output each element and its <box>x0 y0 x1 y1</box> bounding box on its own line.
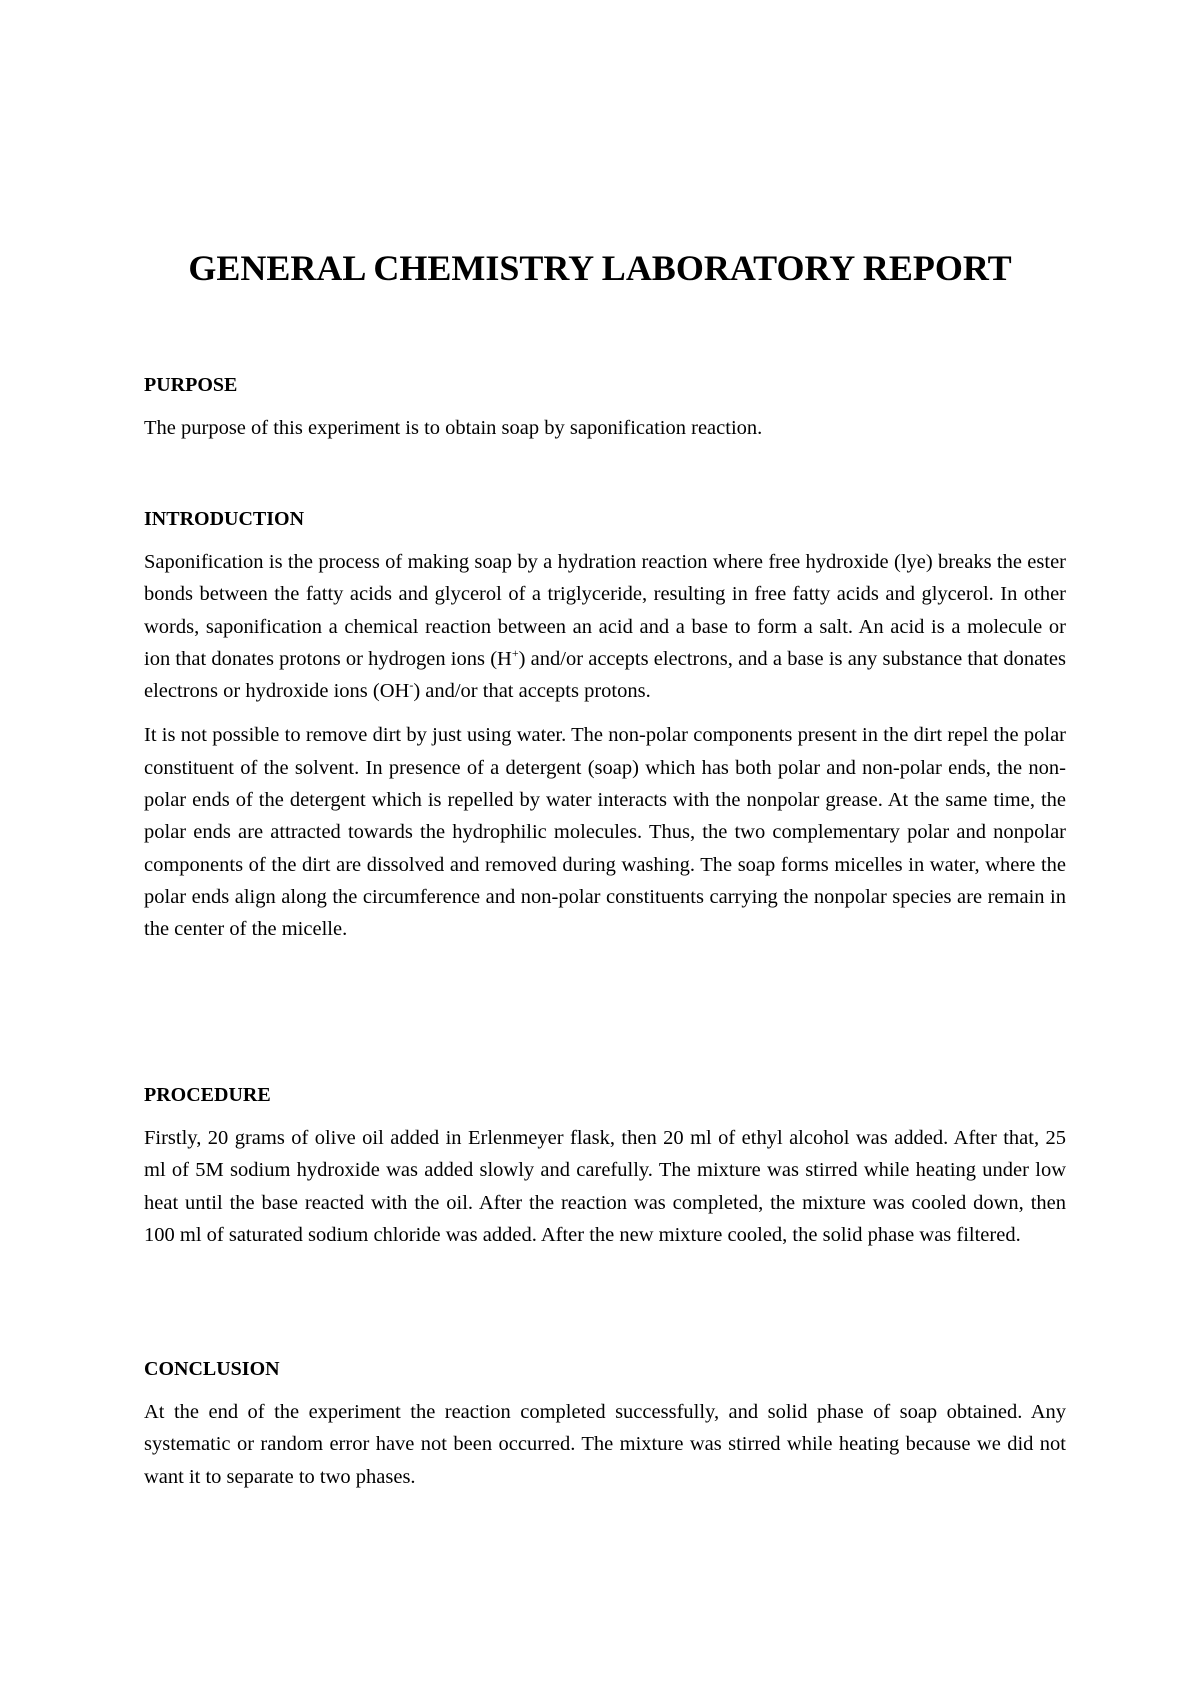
introduction-paragraph-1 <box>144 546 1066 707</box>
conclusion-section <box>144 1356 1066 1493</box>
procedure-text: Firstly, 20 grams of olive oil added in Erlenmeyer flask, then 20 ml of ethyl alcohol was added. After that, 25 ml of 5M sodium hydroxide was added slowly and carefully. The mixture was stirred while heating under low heat until the base reacted with the oil. After the reaction was completed, the mixture was cooled down, then 100 ml of saturated sodium chloride was added. After the new mixture cooled, the solid phase was filtered. <box>144 1127 1066 1246</box>
procedure-section <box>144 1082 1066 1251</box>
report-title: GENERAL CHEMISTRY LABORATORY REPORT <box>188 248 1012 288</box>
purpose-section <box>144 372 1066 444</box>
procedure-heading: PROCEDURE <box>144 1084 271 1106</box>
purpose-heading: PURPOSE <box>144 374 238 396</box>
intro-p1-text-3: ) and/or that accepts protons. <box>413 680 651 703</box>
hydroxide-ion-charge: - <box>409 678 414 693</box>
hydrogen-ion-charge: + <box>511 646 519 661</box>
intro-p1-text-2: ) and/or accepts electrons, and a base is any substance that donates electrons or hydroxide ions (OH <box>144 647 1066 703</box>
purpose-text: The purpose of this experiment is to obtain soap by saponification reaction. <box>144 417 763 439</box>
introduction-section <box>144 506 1066 946</box>
introduction-paragraph-2: It is not possible to remove dirt by just using water. The non-polar components present in the dirt repel the polar constituent of the solvent. In presence of a detergent (soap) which has both polar and non-polar ends, the non-polar ends of the detergent which is repelled by water interacts with the nonpolar grease. At the same time, the polar ends are attracted towards the hydrophilic molecules. Thus, the two complementary polar and nonpolar components of the dirt are dissolved and removed during washing. The soap forms micelles in water, where the polar ends align along the circumference and non-polar constituents carrying the nonpolar species are remain in the center of the micelle. <box>144 724 1066 941</box>
conclusion-text: At the end of the experiment the reaction completed successfully, and solid phase of soap obtained. Any systematic or random error have not been occurred. The mixture was stirred while heating because we did not want it to separate to two phases. <box>144 1401 1066 1488</box>
intro-p1-text-1: Saponification is the process of making soap by a hydration reaction where free hydroxide (lye) breaks the ester bonds between the fatty acids and glycerol of a triglyceride, resulting in free fatty acids and glycerol. In other words, saponification a chemical reaction between an acid and a base to form a salt. An acid is a molecule or ion that donates protons or hydrogen ions (H <box>144 551 1066 670</box>
conclusion-heading: CONCLUSION <box>144 1358 280 1380</box>
introduction-heading: INTRODUCTION <box>144 508 305 530</box>
